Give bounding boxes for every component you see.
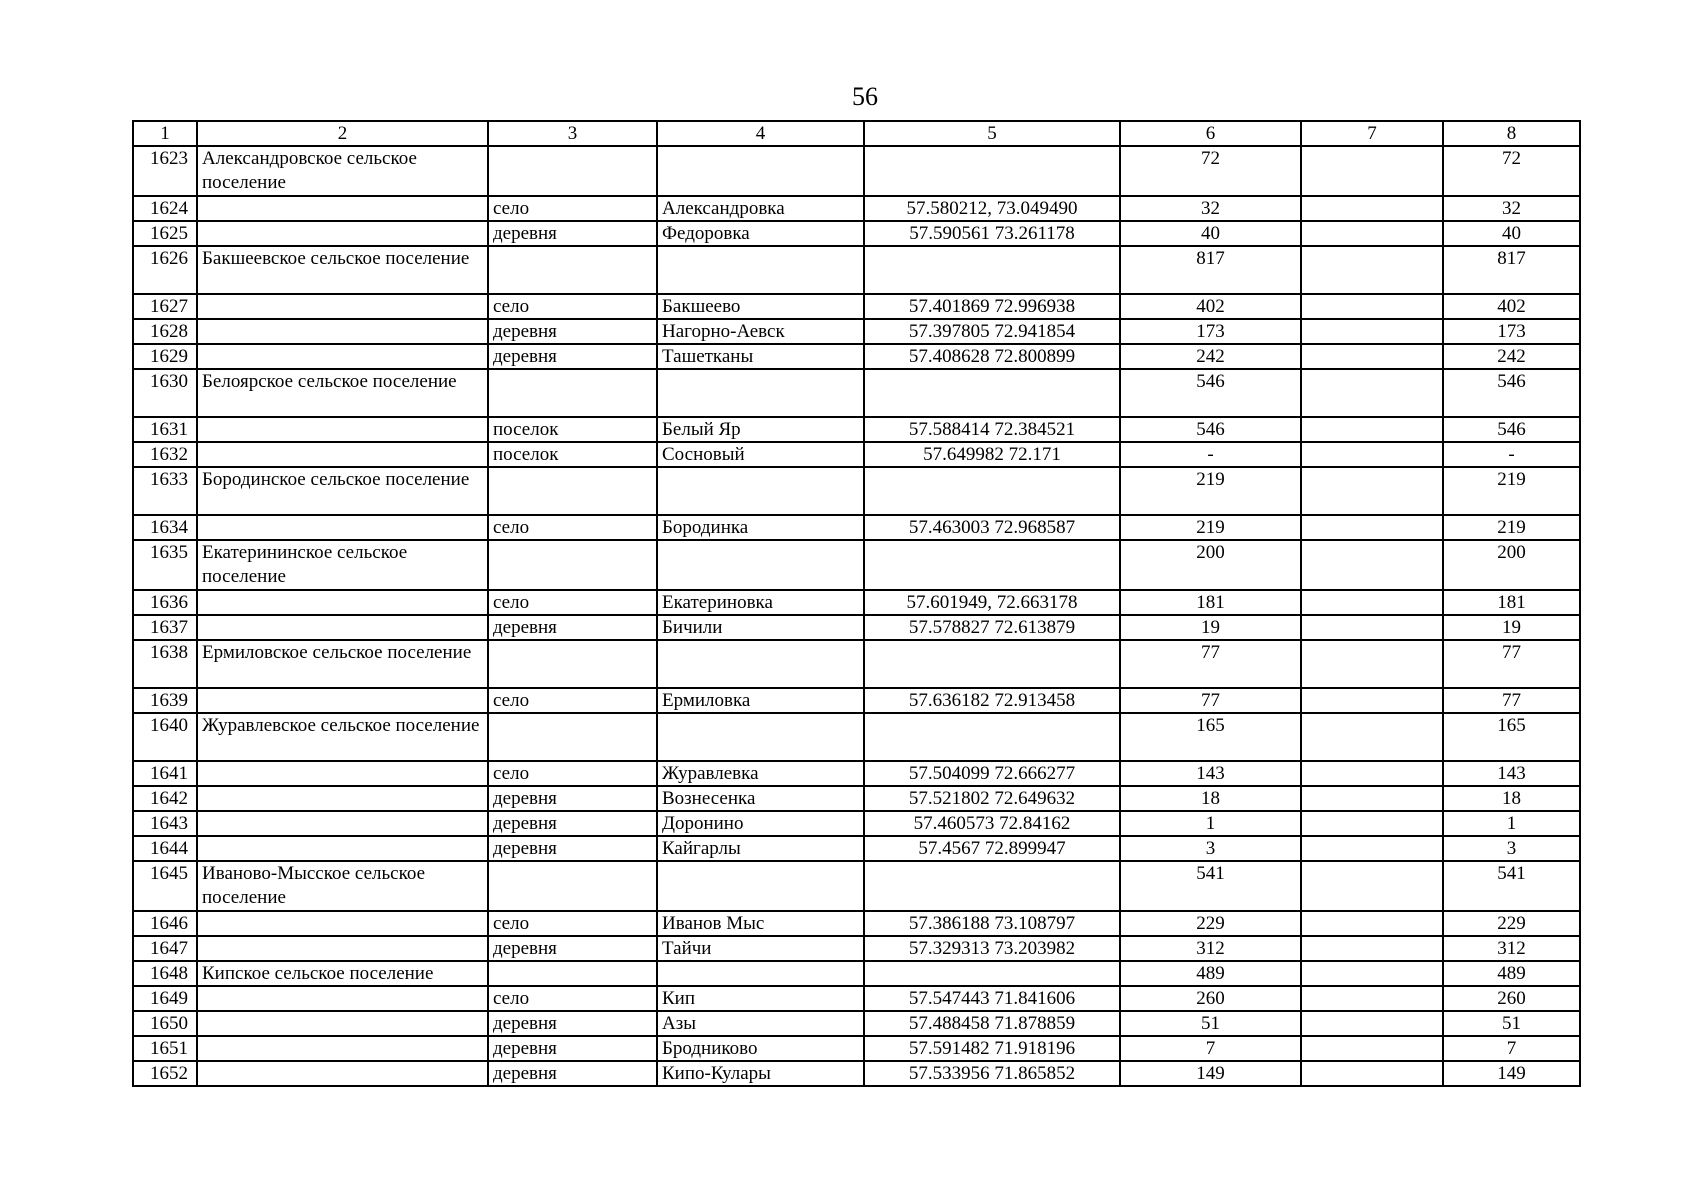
settlement-name-cell [197,344,488,369]
header-cell: 4 [657,121,864,146]
settlement-name-cell: Александровское сельское поселение [197,146,488,196]
column-6-cell: - [1120,442,1301,467]
column-8-cell: 229 [1443,911,1580,936]
header-cell: 8 [1443,121,1580,146]
column-6-cell: 219 [1120,467,1301,515]
row-number-cell: 1623 [133,146,197,196]
locality-type-cell: село [488,986,657,1011]
locality-type-cell: село [488,515,657,540]
header-cell: 7 [1301,121,1443,146]
column-7-cell [1301,294,1443,319]
locality-type-cell: деревня [488,936,657,961]
row-number-cell: 1635 [133,540,197,590]
row-number-cell: 1627 [133,294,197,319]
coordinates-cell: 57.547443 71.841606 [864,986,1120,1011]
header-cell: 5 [864,121,1120,146]
locality-name-cell: Журавлевка [657,761,864,786]
table-row [133,246,1580,294]
locality-type-cell: село [488,196,657,221]
column-8-cell: 72 [1443,146,1580,196]
column-7-cell [1301,417,1443,442]
column-6-cell: 165 [1120,713,1301,761]
locality-type-cell: деревня [488,836,657,861]
column-8-cell: 402 [1443,294,1580,319]
column-8-cell: 219 [1443,467,1580,515]
locality-type-cell: деревня [488,1011,657,1036]
locality-type-cell: поселок [488,442,657,467]
settlement-name-cell: Журавлевское сельское поселение [197,713,488,761]
column-7-cell [1301,1011,1443,1036]
locality-name-cell: Белый Яр [657,417,864,442]
table-row [133,221,1580,246]
column-6-cell: 7 [1120,1036,1301,1061]
locality-type-cell [488,246,657,294]
column-7-cell [1301,369,1443,417]
locality-name-cell: Азы [657,1011,864,1036]
coordinates-cell: 57.463003 72.968587 [864,515,1120,540]
column-6-cell: 229 [1120,911,1301,936]
row-number-cell: 1634 [133,515,197,540]
row-number-cell: 1637 [133,615,197,640]
settlement-name-cell [197,1036,488,1061]
locality-name-cell: Сосновый [657,442,864,467]
column-8-cell: 32 [1443,196,1580,221]
locality-name-cell: Бичили [657,615,864,640]
locality-name-cell: Иванов Мыс [657,911,864,936]
locality-name-cell: Кайгарлы [657,836,864,861]
column-8-cell: 149 [1443,1061,1580,1086]
coordinates-cell: 57.601949, 72.663178 [864,590,1120,615]
column-7-cell [1301,615,1443,640]
locality-name-cell: Федоровка [657,221,864,246]
table-row [133,713,1580,761]
locality-type-cell: село [488,294,657,319]
settlement-name-cell [197,911,488,936]
table-row [133,986,1580,1011]
row-number-cell: 1645 [133,861,197,911]
locality-type-cell: поселок [488,417,657,442]
locality-type-cell: деревня [488,615,657,640]
table-row [133,936,1580,961]
table-row [133,1061,1580,1086]
coordinates-cell: 57.578827 72.613879 [864,615,1120,640]
row-number-cell: 1649 [133,986,197,1011]
column-8-cell: 51 [1443,1011,1580,1036]
coordinates-cell: 57.397805 72.941854 [864,319,1120,344]
settlement-name-cell [197,442,488,467]
locality-name-cell: Бакшеево [657,294,864,319]
locality-type-cell [488,540,657,590]
column-6-cell: 77 [1120,688,1301,713]
column-6-cell: 173 [1120,319,1301,344]
table-row [133,688,1580,713]
settlement-name-cell [197,417,488,442]
row-number-cell: 1652 [133,1061,197,1086]
row-number-cell: 1636 [133,590,197,615]
locality-name-cell: Ермиловка [657,688,864,713]
settlement-name-cell [197,936,488,961]
row-number-cell: 1642 [133,786,197,811]
table-row [133,786,1580,811]
column-7-cell [1301,196,1443,221]
column-8-cell: 19 [1443,615,1580,640]
locality-name-cell: Тайчи [657,936,864,961]
table-row [133,344,1580,369]
row-number-cell: 1648 [133,961,197,986]
table-row [133,319,1580,344]
locality-type-cell [488,146,657,196]
locality-name-cell [657,146,864,196]
coordinates-cell: 57.636182 72.913458 [864,688,1120,713]
coordinates-cell: 57.580212, 73.049490 [864,196,1120,221]
coordinates-cell: 57.401869 72.996938 [864,294,1120,319]
column-8-cell: 18 [1443,786,1580,811]
settlements-table [132,120,1581,1087]
settlement-name-cell [197,294,488,319]
table-row [133,417,1580,442]
header-cell: 2 [197,121,488,146]
column-7-cell [1301,540,1443,590]
column-6-cell: 546 [1120,369,1301,417]
table-row [133,615,1580,640]
column-7-cell [1301,986,1443,1011]
settlement-name-cell [197,221,488,246]
column-6-cell: 817 [1120,246,1301,294]
settlement-name-cell [197,786,488,811]
table-row [133,196,1580,221]
column-6-cell: 32 [1120,196,1301,221]
column-8-cell: 260 [1443,986,1580,1011]
header-cell: 6 [1120,121,1301,146]
coordinates-cell [864,640,1120,688]
coordinates-cell: 57.521802 72.649632 [864,786,1120,811]
column-6-cell: 18 [1120,786,1301,811]
locality-name-cell: Ташетканы [657,344,864,369]
header-cell: 3 [488,121,657,146]
table-row [133,590,1580,615]
row-number-cell: 1643 [133,811,197,836]
locality-type-cell: село [488,688,657,713]
settlement-name-cell: Бакшеевское сельское поселение [197,246,488,294]
row-number-cell: 1650 [133,1011,197,1036]
coordinates-cell [864,961,1120,986]
table-row [133,640,1580,688]
row-number-cell: 1646 [133,911,197,936]
column-8-cell: 77 [1443,688,1580,713]
row-number-cell: 1644 [133,836,197,861]
coordinates-cell [864,146,1120,196]
column-6-cell: 149 [1120,1061,1301,1086]
settlement-name-cell: Бородинское сельское поселение [197,467,488,515]
coordinates-cell [864,246,1120,294]
table-row [133,294,1580,319]
locality-type-cell [488,961,657,986]
settlement-name-cell: Ермиловское сельское поселение [197,640,488,688]
row-number-cell: 1625 [133,221,197,246]
locality-name-cell [657,467,864,515]
column-7-cell [1301,911,1443,936]
column-7-cell [1301,936,1443,961]
locality-type-cell: село [488,761,657,786]
locality-type-cell: село [488,911,657,936]
coordinates-cell: 57.460573 72.84162 [864,811,1120,836]
coordinates-cell [864,540,1120,590]
settlement-name-cell [197,688,488,713]
locality-name-cell [657,640,864,688]
coordinates-cell: 57.649982 72.171 [864,442,1120,467]
table-row [133,1011,1580,1036]
coordinates-cell: 57.329313 73.203982 [864,936,1120,961]
settlement-name-cell [197,986,488,1011]
column-8-cell: 7 [1443,1036,1580,1061]
locality-type-cell: деревня [488,786,657,811]
column-6-cell: 541 [1120,861,1301,911]
column-8-cell: 489 [1443,961,1580,986]
column-8-cell: 242 [1443,344,1580,369]
coordinates-cell: 57.504099 72.666277 [864,761,1120,786]
column-6-cell: 489 [1120,961,1301,986]
locality-type-cell: село [488,590,657,615]
table-row [133,836,1580,861]
locality-type-cell [488,369,657,417]
coordinates-cell [864,467,1120,515]
column-7-cell [1301,515,1443,540]
page-number: 56 [852,82,878,111]
locality-name-cell: Кипо-Кулары [657,1061,864,1086]
coordinates-cell [864,713,1120,761]
settlement-name-cell: Кипское сельское поселение [197,961,488,986]
locality-name-cell [657,369,864,417]
table-row [133,961,1580,986]
locality-name-cell [657,961,864,986]
locality-type-cell: деревня [488,1061,657,1086]
locality-type-cell: деревня [488,811,657,836]
row-number-cell: 1641 [133,761,197,786]
table-row [133,761,1580,786]
column-8-cell: 312 [1443,936,1580,961]
coordinates-cell [864,369,1120,417]
table-row [133,442,1580,467]
column-7-cell [1301,786,1443,811]
locality-type-cell: деревня [488,221,657,246]
column-7-cell [1301,961,1443,986]
column-7-cell [1301,811,1443,836]
coordinates-cell: 57.591482 71.918196 [864,1036,1120,1061]
column-7-cell [1301,640,1443,688]
column-6-cell: 260 [1120,986,1301,1011]
settlement-name-cell [197,196,488,221]
column-7-cell [1301,688,1443,713]
column-7-cell [1301,246,1443,294]
locality-name-cell [657,861,864,911]
locality-type-cell [488,713,657,761]
row-number-cell: 1624 [133,196,197,221]
locality-name-cell: Доронино [657,811,864,836]
row-number-cell: 1632 [133,442,197,467]
column-6-cell: 242 [1120,344,1301,369]
column-7-cell [1301,319,1443,344]
column-7-cell [1301,761,1443,786]
column-6-cell: 3 [1120,836,1301,861]
column-6-cell: 77 [1120,640,1301,688]
locality-type-cell: деревня [488,1036,657,1061]
column-6-cell: 312 [1120,936,1301,961]
column-8-cell: - [1443,442,1580,467]
column-7-cell [1301,861,1443,911]
table-header-row [133,121,1580,146]
column-8-cell: 200 [1443,540,1580,590]
settlement-name-cell: Белоярское сельское поселение [197,369,488,417]
settlement-name-cell: Екатерининское сельское поселение [197,540,488,590]
column-7-cell [1301,442,1443,467]
row-number-cell: 1639 [133,688,197,713]
locality-type-cell: деревня [488,344,657,369]
settlement-name-cell: Иваново-Мысское сельское поселение [197,861,488,911]
column-8-cell: 143 [1443,761,1580,786]
column-6-cell: 19 [1120,615,1301,640]
coordinates-cell: 57.408628 72.800899 [864,344,1120,369]
locality-name-cell: Вознесенка [657,786,864,811]
column-7-cell [1301,590,1443,615]
column-7-cell [1301,344,1443,369]
locality-type-cell [488,640,657,688]
column-6-cell: 402 [1120,294,1301,319]
table-row [133,540,1580,590]
column-8-cell: 541 [1443,861,1580,911]
table-row [133,811,1580,836]
settlement-name-cell [197,761,488,786]
settlement-name-cell [197,1061,488,1086]
locality-name-cell: Кип [657,986,864,1011]
settlement-name-cell [197,1011,488,1036]
row-number-cell: 1647 [133,936,197,961]
column-7-cell [1301,146,1443,196]
row-number-cell: 1633 [133,467,197,515]
settlement-name-cell [197,319,488,344]
column-8-cell: 181 [1443,590,1580,615]
locality-name-cell: Бородинка [657,515,864,540]
locality-type-cell: деревня [488,319,657,344]
column-8-cell: 40 [1443,221,1580,246]
column-7-cell [1301,467,1443,515]
row-number-cell: 1626 [133,246,197,294]
locality-name-cell: Нагорно-Аевск [657,319,864,344]
column-8-cell: 77 [1443,640,1580,688]
settlement-name-cell [197,811,488,836]
row-number-cell: 1630 [133,369,197,417]
column-8-cell: 546 [1443,417,1580,442]
column-7-cell [1301,836,1443,861]
column-6-cell: 181 [1120,590,1301,615]
column-8-cell: 817 [1443,246,1580,294]
column-6-cell: 72 [1120,146,1301,196]
table-row [133,911,1580,936]
table-row [133,467,1580,515]
column-7-cell [1301,1061,1443,1086]
settlement-name-cell [197,836,488,861]
column-6-cell: 200 [1120,540,1301,590]
locality-name-cell: Бродниково [657,1036,864,1061]
locality-name-cell [657,540,864,590]
column-7-cell [1301,1036,1443,1061]
locality-name-cell: Екатериновка [657,590,864,615]
row-number-cell: 1638 [133,640,197,688]
column-6-cell: 219 [1120,515,1301,540]
row-number-cell: 1629 [133,344,197,369]
column-8-cell: 165 [1443,713,1580,761]
coordinates-cell: 57.588414 72.384521 [864,417,1120,442]
locality-name-cell [657,713,864,761]
column-8-cell: 1 [1443,811,1580,836]
column-8-cell: 219 [1443,515,1580,540]
column-6-cell: 1 [1120,811,1301,836]
column-8-cell: 3 [1443,836,1580,861]
column-6-cell: 40 [1120,221,1301,246]
row-number-cell: 1651 [133,1036,197,1061]
settlement-name-cell [197,515,488,540]
table-row [133,1036,1580,1061]
row-number-cell: 1640 [133,713,197,761]
coordinates-cell: 57.4567 72.899947 [864,836,1120,861]
table-row [133,861,1580,911]
settlement-name-cell [197,615,488,640]
column-6-cell: 546 [1120,417,1301,442]
coordinates-cell: 57.488458 71.878859 [864,1011,1120,1036]
row-number-cell: 1628 [133,319,197,344]
locality-type-cell [488,861,657,911]
column-8-cell: 546 [1443,369,1580,417]
column-6-cell: 51 [1120,1011,1301,1036]
header-cell: 1 [133,121,197,146]
settlement-name-cell [197,590,488,615]
coordinates-cell: 57.590561 73.261178 [864,221,1120,246]
column-8-cell: 173 [1443,319,1580,344]
row-number-cell: 1631 [133,417,197,442]
table-row [133,515,1580,540]
column-6-cell: 143 [1120,761,1301,786]
locality-name-cell [657,246,864,294]
column-7-cell [1301,221,1443,246]
coordinates-cell [864,861,1120,911]
coordinates-cell: 57.533956 71.865852 [864,1061,1120,1086]
locality-type-cell [488,467,657,515]
locality-name-cell: Александровка [657,196,864,221]
column-7-cell [1301,713,1443,761]
table-row [133,146,1580,196]
coordinates-cell: 57.386188 73.108797 [864,911,1120,936]
table-row [133,369,1580,417]
